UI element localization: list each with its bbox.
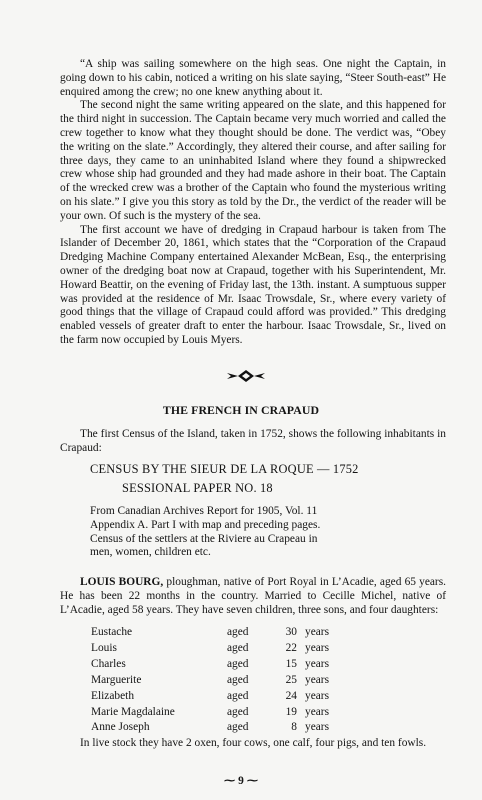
child-name: Elizabeth [91,689,135,702]
source-line: Census of the settlers at the Riviere au Crapeau in [90,532,318,545]
table-row [91,705,329,721]
child-age: 19 [285,705,297,718]
child-name: Anne Joseph [91,721,150,734]
source-line: men, women, children etc. [90,546,211,559]
table-row [91,641,329,657]
story-paragraph-2: The second night the same writing appeared on the slate, and this happened for the third night in succession. The Captain became very much worried and called the crew together to know what they thought should be done. The verdict was, “Obey the writing on the slate.” Accordingly, they altered their course, and after sailing for three days, they came to an uninhabited Island where they found a shipwrecked crew whose ship had grounded and they had made ashore in their boat. The Captain of the wrecked crew was a brother of the Captain who found the mysterious writing on his slate.” I give you this story as told by the Dr., the verdict of the reader will be your own. Of such is the mystery of the sea. [60,99,446,222]
child-aged-label: aged [227,626,249,638]
flourish-icon: ⁓ [246,775,259,787]
child-age: 22 [285,641,297,654]
child-age-unit: years [305,673,330,686]
page-number: 9 [238,775,244,787]
child-age-unit: years [305,626,330,638]
child-age-unit: years [305,641,330,654]
source-line: From Canadian Archives Report for 1905, Vol. 11 [90,505,318,517]
child-aged-label: aged [227,705,249,718]
table-row [91,720,329,736]
child-age-unit: years [305,689,330,702]
flourish-icon: ⁓ [223,775,236,787]
child-age-unit: years [305,657,330,670]
child-aged-label: aged [227,673,249,686]
child-name: Charles [91,657,126,670]
family-description: ploughman, native of Port Royal in L’Acadie, aged 65 years. He has been 22 months in the country. Married to Cecille Michel, native of L’Acadie, aged 58 years. They have seven children, three sons, and four daughters: [60,576,447,616]
table-row [91,673,329,689]
dredging-paragraph: The first account we have of dredging in Crapaud harbour is taken from The Islander of December 20, 1861, which states that the “Corporation of the Crapaud Dredging Machine Company entertained Alexander McBean, Esq., the enterprising owner of the dredging boat now at Crapaud, together with his Superintendent, Mr. Howard Beattir, on the evening of Friday last, the 13th. instant. A sumptuous supper was provided at the residence of Mr. Isaac Trowsdale, Sr., where every variety of good things that the village of Crapaud could afford was provided.” This dredging enabled vessels of greater draft to enter the harbour. Isaac Trowsdale, Sr., lived on the farm now occupied by Louis Myers. [60,223,446,346]
table-row [91,689,329,705]
section-title: THE FRENCH IN CRAPAUD [162,403,320,417]
child-age-unit: years [305,721,330,734]
child-aged-label: aged [227,721,249,734]
livestock-paragraph: In live stock they have 2 oxen, four cows, one calf, four pigs, and ten fowls. [80,737,427,749]
source-note [90,505,430,560]
diamond-ornament-icon [225,369,267,383]
child-aged-label: aged [227,689,249,702]
child-age: 30 [285,626,297,638]
census-intro: The first Census of the Island, taken in 1752, shows the following inhabitants in Crapaud: [60,428,446,454]
family-paragraph [60,576,446,617]
table-row [91,657,329,673]
child-name: Marie Magdalaine [91,705,175,718]
story-paragraph-1: “A ship was sailing somewhere on the high seas. One night the Captain, in going down to his cabin, noticed a writing on his slate saying, “Steer South-east” He enquired among the crew; no one knew anything about it. [60,58,446,98]
child-name: Eustache [91,626,133,638]
child-age: 24 [285,689,297,702]
child-name: Marguerite [91,673,142,686]
child-aged-label: aged [227,641,249,654]
family-head-name: LOUIS BOURG, [80,576,164,588]
census-heading: CENSUS BY THE SIEUR DE LA ROQUE — 1752 [90,462,359,476]
table-row [91,625,329,641]
child-aged-label: aged [227,657,249,670]
child-age: 15 [285,657,297,670]
children-table [91,625,329,736]
child-name: Louis [91,641,117,654]
child-age-unit: years [305,705,330,718]
child-age: 8 [291,721,297,734]
child-age: 25 [285,673,297,686]
sessional-paper: SESSIONAL PAPER NO. 18 [122,481,273,495]
source-line: Appendix A. Part I with map and preceding pages. [90,518,321,531]
page-number-footer [0,773,482,787]
